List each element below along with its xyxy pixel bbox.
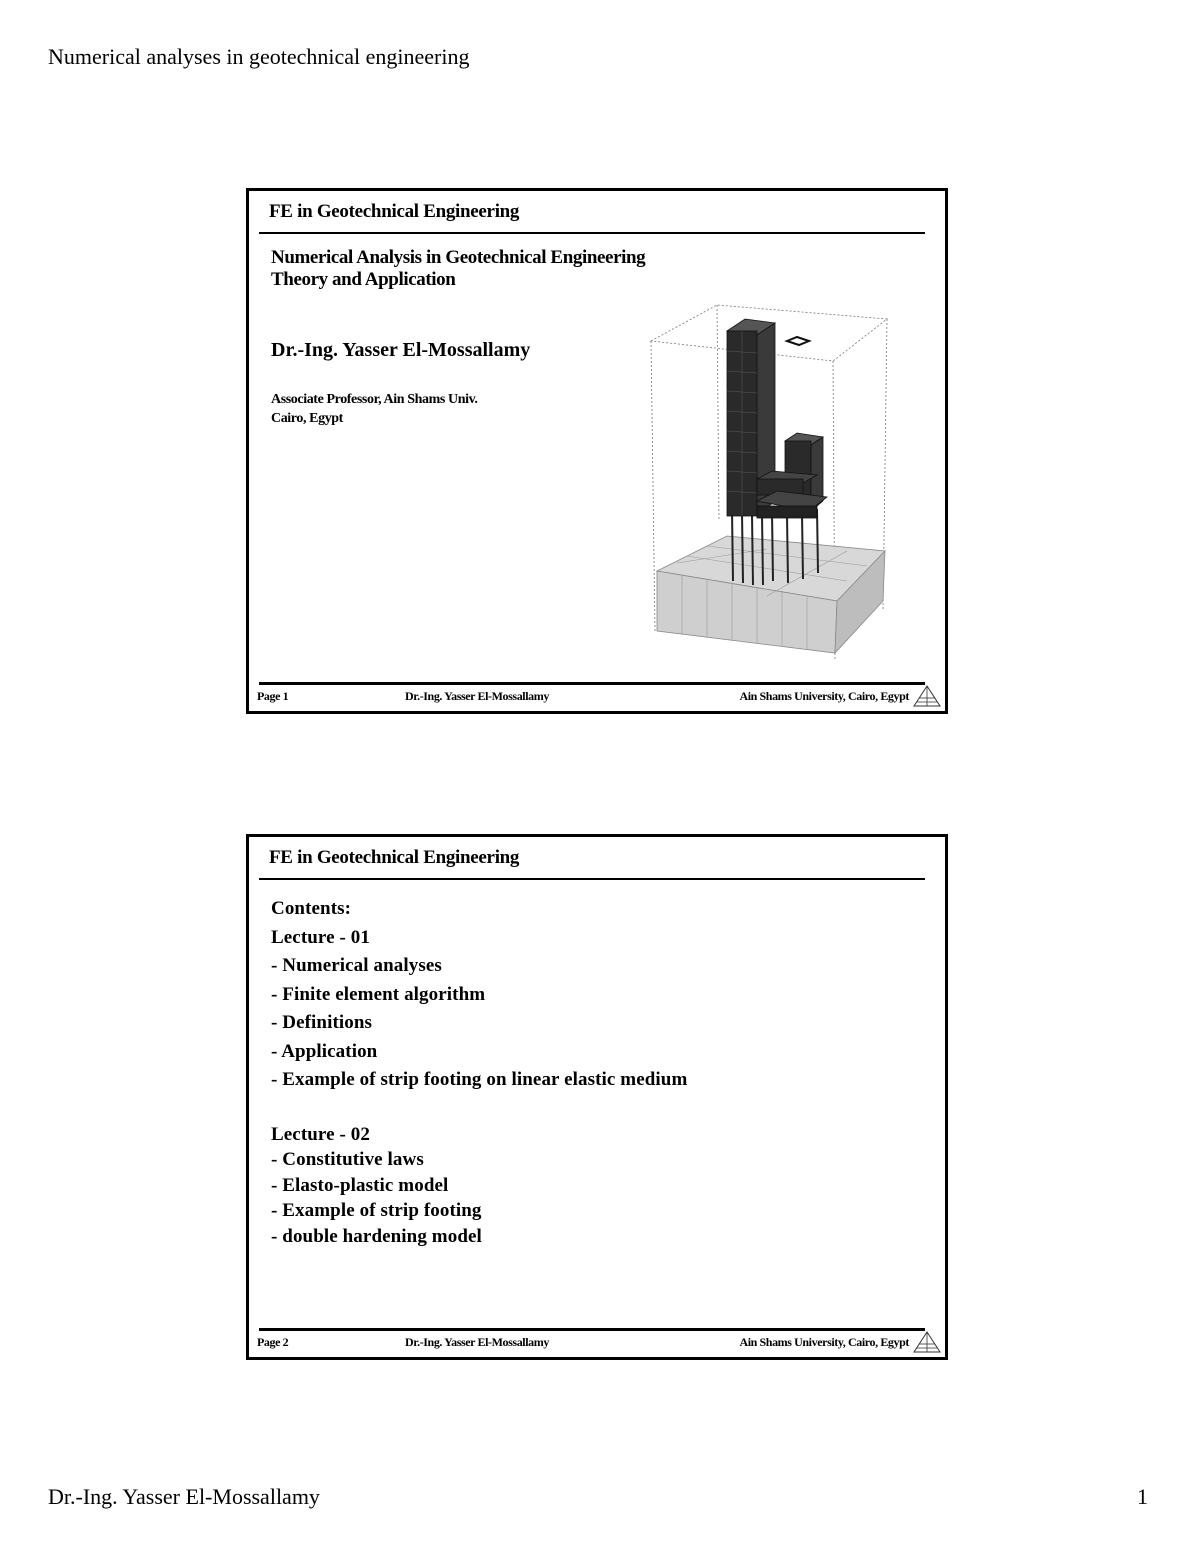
list-item: - Example of strip footing on linear elastic medium [271,1069,688,1090]
author-name: Dr.-Ing. Yasser El-Mossallamy [271,339,531,361]
slide-1 [246,188,948,714]
slide-2 [246,834,948,1360]
footer-divider [259,682,925,685]
slide-header: FE in Geotechnical Engineering [269,847,520,868]
footer-university: Ain Shams University, Cairo, Egypt [739,1335,909,1349]
contents-list [271,895,687,1249]
lecture-2-title: Lecture - 02 [271,1123,370,1145]
document-header: Numerical analyses in geotechnical engineering [48,44,470,69]
list-item: - Finite element algorithm [271,983,486,1005]
document-page-number: 1 [1137,1484,1148,1509]
affiliation-line-2: Cairo, Egypt [271,411,343,426]
list-item: - double hardening model [271,1225,482,1247]
footer-divider [259,1328,925,1331]
list-item: - Numerical analyses [271,955,442,976]
list-item: - Constitutive laws [271,1149,424,1170]
footer-page-number: Page 2 [257,1335,289,1349]
title-line-1: Numerical Analysis in Geotechnical Engineering [271,247,646,268]
document-footer-author: Dr.-Ing. Yasser El-Mossallamy [48,1484,320,1509]
footer-author: Dr.-Ing. Yasser El-Mossallamy [405,689,549,703]
list-item: - Application [271,1040,378,1062]
footer-author: Dr.-Ing. Yasser El-Mossallamy [405,1335,549,1349]
slide-header: FE in Geotechnical Engineering [269,201,520,222]
lecture-1-title: Lecture - 01 [271,926,370,948]
university-logo-icon [913,685,941,707]
title-line-2: Theory and Application [271,269,456,290]
fe-building-model-image [647,301,897,671]
university-logo-icon [913,1331,941,1353]
list-item: - Elasto-plastic model [271,1174,449,1196]
affiliation-line-1: Associate Professor, Ain Shams Univ. [271,392,478,407]
slide-footer [249,1335,945,1353]
footer-page-number: Page 1 [257,689,289,703]
list-item: - Example of strip footing [271,1200,482,1221]
contents-title: Contents: [271,898,352,919]
slide-footer [249,689,945,707]
slide-title [271,247,645,291]
header-divider [259,878,925,880]
affiliation [271,390,478,428]
spacer [271,1095,687,1122]
header-divider [259,232,925,234]
list-item: - Definitions [271,1012,373,1033]
footer-university: Ain Shams University, Cairo, Egypt [739,689,909,703]
